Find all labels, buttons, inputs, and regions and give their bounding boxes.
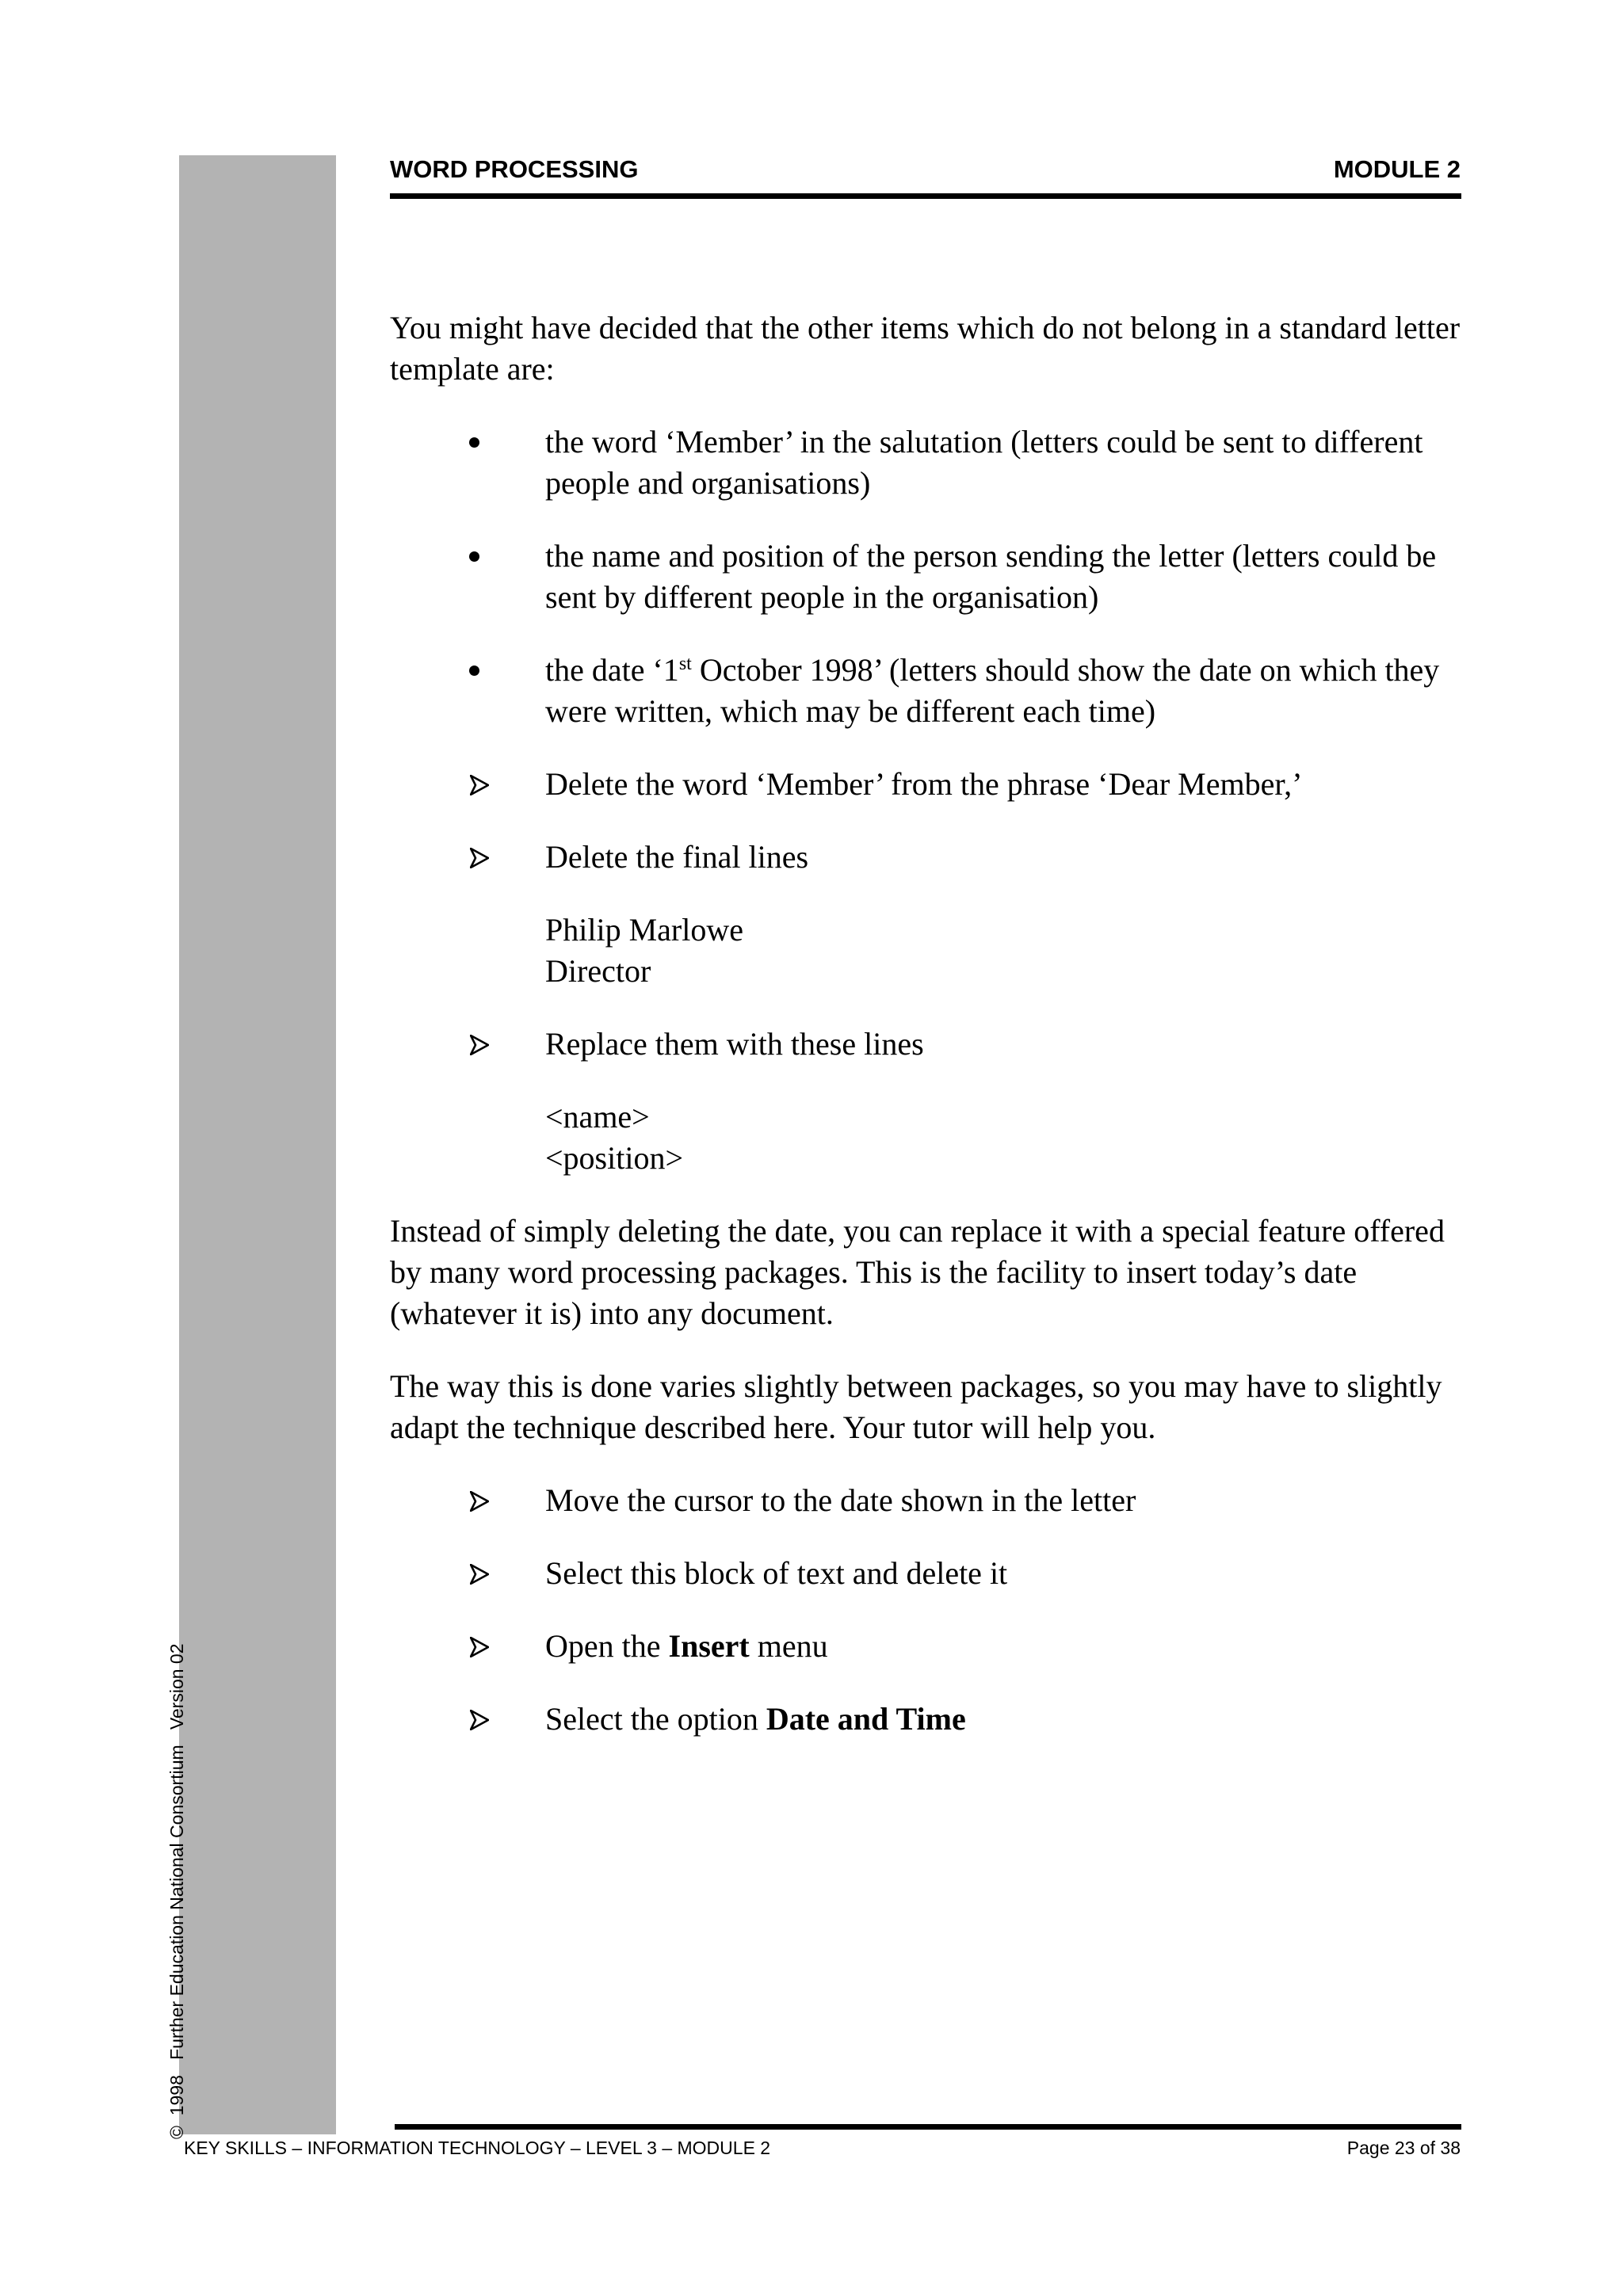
step-item: [390, 1024, 1468, 1065]
step-text: Delete the final lines: [545, 839, 809, 875]
signature-name: Philip Marlowe: [545, 912, 743, 948]
placeholder-block: [545, 1097, 1468, 1179]
step-item: [390, 1626, 1468, 1667]
technique-paragraph: The way this is done varies slightly between packages, so you may have to slightly adapt the technique described here. Your tutor will help you.: [390, 1368, 1442, 1445]
arrow-bullet-icon: [470, 1035, 489, 1055]
step-item: [390, 837, 1468, 878]
arrow-bullet-icon: [470, 1491, 489, 1512]
step-text: Select the option Date and Time: [545, 1701, 966, 1737]
bullet-text: the name and position of the person sending the letter (letters could be sent by different people in the organisation): [545, 538, 1437, 615]
insert-menu-name: Insert: [668, 1628, 750, 1664]
page-number: Page 23 of 38: [1346, 2138, 1461, 2158]
footer-course: KEY SKILLS – INFORMATION TECHNOLOGY – LEVEL 3 – MODULE 2: [184, 2138, 771, 2158]
bullet-item: [390, 421, 1468, 504]
arrow-bullet-icon: [470, 848, 489, 868]
margin-bar: [179, 155, 336, 2134]
arrow-bullet-icon: [470, 775, 489, 795]
bullet-icon: [469, 437, 479, 448]
arrow-bullet-icon: [470, 1637, 489, 1657]
copyright-notice: © 1998 Further Education National Consortium Version 02: [166, 1643, 187, 2139]
page-content: [390, 307, 1468, 1772]
date-time-option-name: Date and Time: [766, 1701, 966, 1737]
header-title: WORD PROCESSING: [390, 155, 639, 183]
footer-rule: [395, 2124, 1461, 2130]
step-item: [390, 1553, 1468, 1594]
step-text: Select this block of text and delete it: [545, 1555, 1008, 1591]
arrow-bullet-icon: [470, 1710, 489, 1730]
arrow-bullet-icon: [470, 1564, 489, 1585]
step-text: Move the cursor to the date shown in the letter: [545, 1482, 1136, 1518]
bullet-icon: [469, 666, 479, 676]
bullet-item: [390, 536, 1468, 618]
step-item: [390, 764, 1468, 805]
step-text: Replace them with these lines: [545, 1026, 924, 1062]
signature-position: Director: [545, 953, 651, 989]
step-item: [390, 1699, 1468, 1740]
step-item: [390, 1480, 1468, 1521]
bullet-icon: [469, 551, 479, 562]
intro-paragraph: You might have decided that the other items which do not belong in a standard letter template are:: [390, 310, 1461, 387]
signature-block: [545, 910, 1468, 992]
bullet-text: the date ‘1st October 1998’ (letters should show the date on which they were written, which may be different each time): [545, 652, 1440, 729]
placeholder-position: <position>: [545, 1140, 684, 1176]
placeholder-name: <name>: [545, 1099, 650, 1135]
step-text: Open the Insert menu: [545, 1628, 828, 1664]
bullet-text: the word ‘Member’ in the salutation (letters could be sent to different people and organisations): [545, 424, 1423, 501]
header-module: MODULE 2: [1333, 155, 1461, 183]
step-text: Delete the word ‘Member’ from the phrase ‘Dear Member,’: [545, 766, 1303, 802]
date-paragraph: Instead of simply deleting the date, you can replace it with a special feature offered by many word processing packages. This is the facility to insert today’s date (whatever it is) into any document.: [390, 1213, 1445, 1331]
bullet-item: [390, 650, 1468, 732]
header-rule: [390, 193, 1461, 199]
